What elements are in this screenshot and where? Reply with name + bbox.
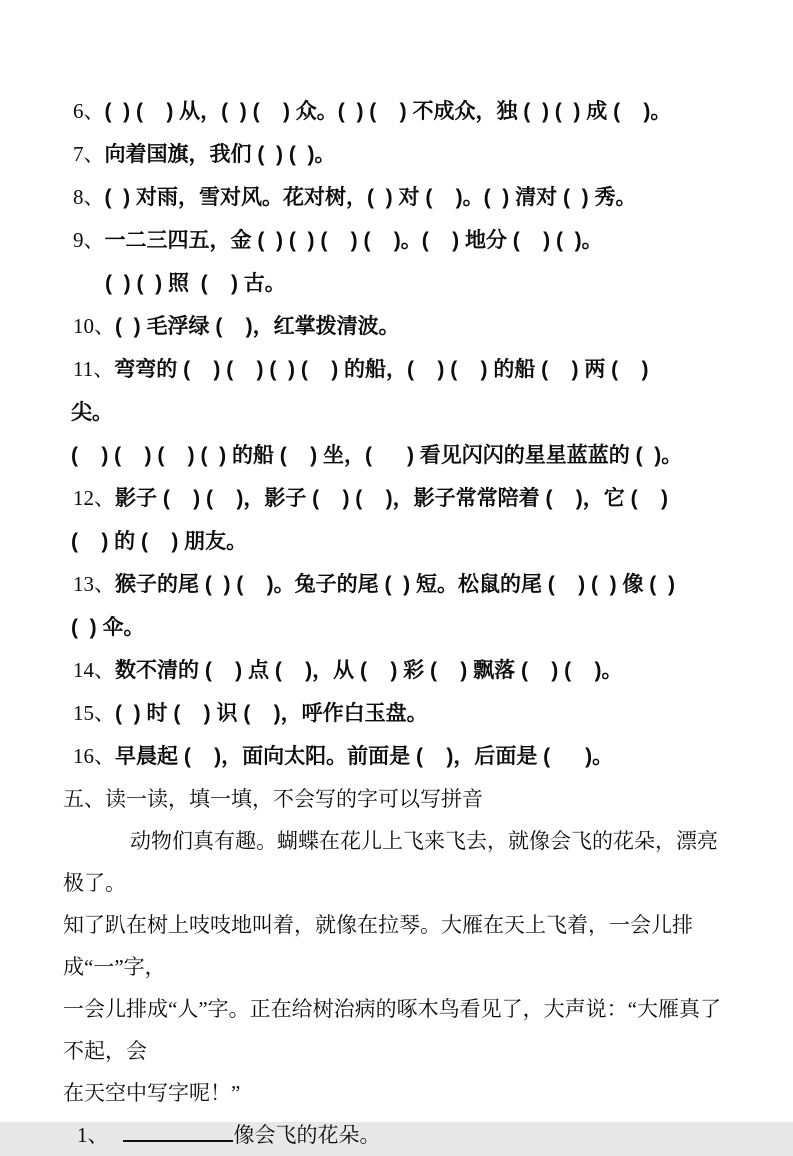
- question-text: 向着国旗，我们 ( ) ( )。: [104, 143, 336, 166]
- question-text: 弯弯的 ( ) ( ) ( ) ( ) 的船，( ) ( ) 的船 ( ) 两 ( ): [114, 358, 649, 381]
- question-text: ( ) 的 ( ) 朋友。: [71, 530, 248, 553]
- question-line-6: [63, 90, 731, 133]
- question-text: 早晨起 ( )，面向太阳。前面是 ( )，后面是 ( )。: [115, 745, 614, 768]
- question-line-13: [63, 563, 731, 606]
- question-text: 数不清的 ( ) 点 ( )，从 ( ) 彩 ( ) 飘落 ( ) ( )。: [115, 659, 623, 682]
- question-line-15: [63, 692, 731, 735]
- paragraph-line: 动物们真有趣。蝴蝶在花儿上飞来飞去，就像会飞的花朵，漂亮极了。: [63, 829, 718, 895]
- item-number: 1、: [77, 1123, 109, 1147]
- question-text: 影子 ( ) ( )，影子 ( ) ( )，影子常常陪着 ( )，它 ( ): [115, 487, 668, 510]
- question-number: 7、: [73, 142, 105, 166]
- answer-blank-line: [123, 1119, 233, 1142]
- section-number: 五、: [63, 787, 105, 811]
- paragraph-line: 知了趴在树上吱吱地叫着，就像在拉琴。大雁在天上飞着，一会儿排成“一”字，: [63, 913, 693, 979]
- question-text: ( ) ( ) 照 ( ) 古。: [105, 272, 286, 295]
- question-line-11: [63, 348, 731, 391]
- question-line-8: [63, 176, 731, 219]
- question-line-14: [63, 649, 731, 692]
- question-line-10: [63, 305, 731, 348]
- question-number: 9、: [73, 228, 105, 252]
- question-line-12: [63, 477, 731, 520]
- question-number: 14、: [73, 658, 115, 682]
- question-line-9-continuation: [63, 262, 731, 305]
- question-text: 尖。: [71, 401, 113, 424]
- section-five-heading: [63, 778, 731, 820]
- question-number: 16、: [73, 744, 115, 768]
- question-number: 10、: [73, 314, 115, 338]
- question-text: 一二三四五，金 ( ) ( ) ( ) ( )。( ) 地分 ( ) ( )。: [104, 229, 603, 252]
- paragraph-line: 一会儿排成“人”字。正在给树治病的啄木鸟看见了，大声说：“大雁真了不起，会: [63, 997, 721, 1063]
- question-text: ( ) 毛浮绿 ( )，红掌拨清波。: [115, 315, 400, 338]
- question-number: 13、: [73, 572, 115, 596]
- fill-in-item-1: [63, 1114, 731, 1156]
- question-number: 6、: [73, 99, 105, 123]
- question-line-13-continuation: [63, 606, 731, 649]
- question-line-11-continuation-b: [63, 434, 731, 477]
- question-line-11-continuation-a: [63, 391, 731, 434]
- question-number: 15、: [73, 701, 115, 725]
- question-text: ( ) 对雨，雪对风。花对树，( ) 对 ( )。( ) 清对 ( ) 秀。: [104, 186, 637, 209]
- question-number: 11、: [73, 357, 115, 381]
- question-number: 12、: [73, 486, 115, 510]
- question-text: ( ) 时 ( ) 识 ( )，呼作白玉盘。: [115, 702, 428, 725]
- question-line-7: [63, 133, 731, 176]
- question-number: 8、: [73, 185, 105, 209]
- question-line-12-continuation: [63, 520, 731, 563]
- question-line-16: [63, 735, 731, 778]
- question-text: ( ) ( ) ( ) ( ) 的船 ( ) 坐，( ) 看见闪闪的星星蓝蓝的 ( )。: [71, 444, 683, 467]
- section-heading-text: 读一读，填一填，不会写的字可以写拼音: [105, 787, 483, 811]
- question-text: ( ) 伞。: [71, 616, 145, 639]
- item-text: 像会飞的花朵。: [233, 1123, 381, 1147]
- question-text: ( ) ( ) 从，( ) ( ) 众。( ) ( ) 不成众，独 ( ) ( ) 成 ( )。: [104, 100, 672, 123]
- question-text: 猴子的尾 ( ) ( )。兔子的尾 ( ) 短。松鼠的尾 ( ) ( ) 像 ( ): [115, 573, 675, 596]
- question-line-9: [63, 219, 731, 262]
- paragraph-line: 在天空中写字呢！”: [63, 1081, 241, 1105]
